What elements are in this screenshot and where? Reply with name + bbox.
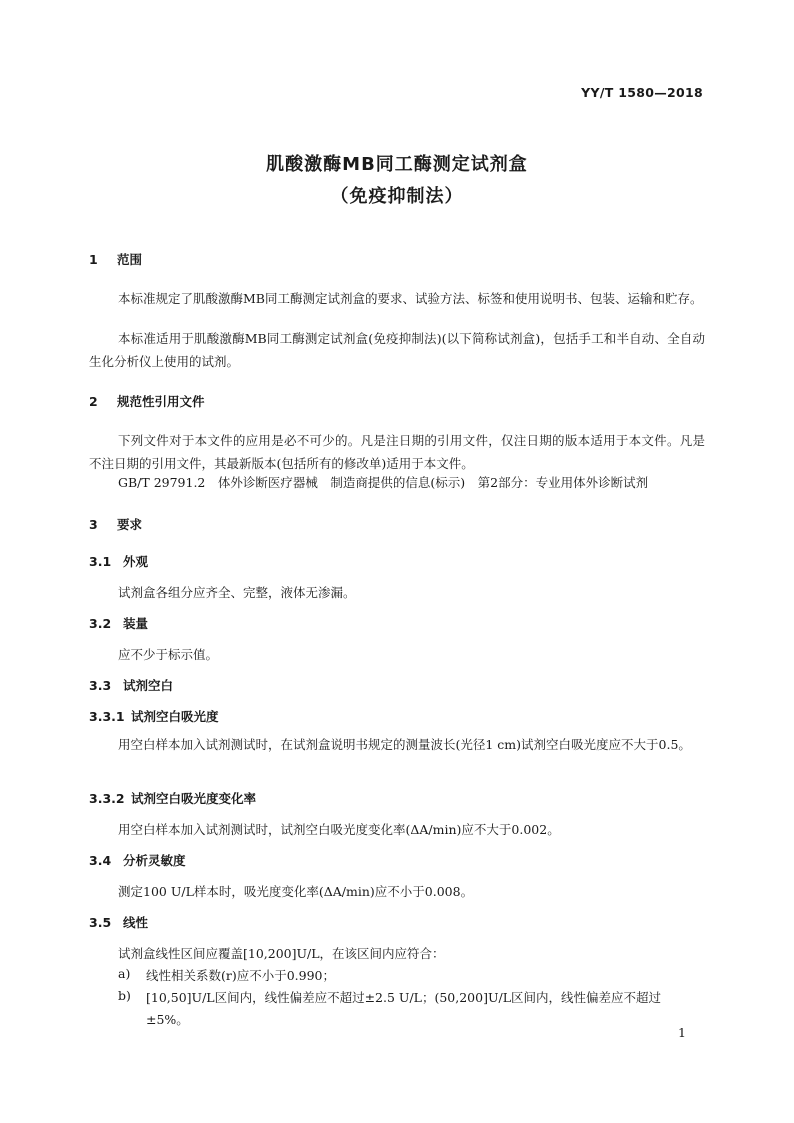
section-heading [89,515,142,533]
document-subtitle: （免疫抑制法） [330,186,464,207]
section-number: 3 [89,517,98,532]
section-title: 要求 [117,517,143,532]
normative-reference: GB/T 29791.2 体外诊断医疗器械 制造商提供的信息(标示) 第2部分：专业用体外诊断试剂 [118,475,649,490]
section-number: 3.3.1 [89,709,125,724]
list-item: [10,50]U/L区间内，线性偏差应不超过±2.5 U/L；(50,200]U/L区间内，线性偏差应不超过 [146,990,661,1005]
section-number: 3.3.2 [89,791,125,806]
section-heading [89,392,205,410]
paragraph: 本标准适用于肌酸激酶MB同工酶测定试剂盒(免疫抑制法)(以下简称试剂盒)，包括手工和半自动、全自动生化分析仪上使用的试剂。 [89,331,705,369]
subsection-heading [89,851,186,869]
section-number: 1 [89,252,98,267]
paragraph: 下列文件对于本文件的应用是必不可少的。凡是注日期的引用文件，仅注日期的版本适用于本文件。凡是不注日期的引用文件，其最新版本(包括所有的修改单)适用于本文件。 [89,433,705,471]
section-title: 装量 [123,616,149,631]
section-number: 2 [89,394,98,409]
paragraph: 本标准规定了肌酸激酶MB同工酶测定试剂盒的要求、试验方法、标签和使用说明书、包装、运输和贮存。 [118,291,703,306]
list-item: 线性相关系数(r)应不小于0.990； [146,968,336,983]
standard-code: YY/T 1580—2018 [581,85,703,100]
subsection-heading [89,913,148,931]
subsection-heading [89,676,173,694]
paragraph: 用空白样本加入试剂测试时，在试剂盒说明书规定的测量波长(光径1 cm)试剂空白吸光度应不大于0.5。 [118,737,691,752]
section-title: 试剂空白 [123,678,174,693]
section-title: 范围 [117,252,143,267]
section-number: 3.4 [89,853,112,868]
subsection-heading [89,789,256,807]
section-number: 3.1 [89,554,112,569]
section-title: 试剂空白吸光度 [131,709,219,724]
paragraph: 应不少于标示值。 [118,647,219,662]
paragraph: 用空白样本加入试剂测试时，试剂空白吸光度变化率(ΔA/min)应不大于0.002。 [118,822,560,837]
list-item-label: a) [118,966,131,981]
paragraph: 试剂盒线性区间应覆盖[10,200]U/L，在该区间内应符合： [118,946,445,961]
section-number: 3.3 [89,678,112,693]
section-title: 试剂空白吸光度变化率 [131,791,257,806]
subsection-heading [89,614,148,632]
list-item-label: b) [118,988,131,1003]
paragraph: 试剂盒各组分应齐全、完整，液体无渗漏。 [118,585,356,600]
section-title: 线性 [123,915,149,930]
section-title: 外观 [123,554,149,569]
section-title: 规范性引用文件 [117,394,205,409]
subsection-heading [89,552,148,570]
section-number: 3.2 [89,616,112,631]
document-title: 肌酸激酶MB同工酶测定试剂盒 [266,154,528,175]
section-title: 分析灵敏度 [123,853,186,868]
subsection-heading [89,707,219,725]
list-item-continuation: ±5%。 [146,1012,189,1027]
paragraph: 测定100 U/L样本时，吸光度变化率(ΔA/min)应不小于0.008。 [118,884,474,899]
section-heading [89,250,142,268]
section-number: 3.5 [89,915,112,930]
page-number: 1 [678,1025,686,1040]
